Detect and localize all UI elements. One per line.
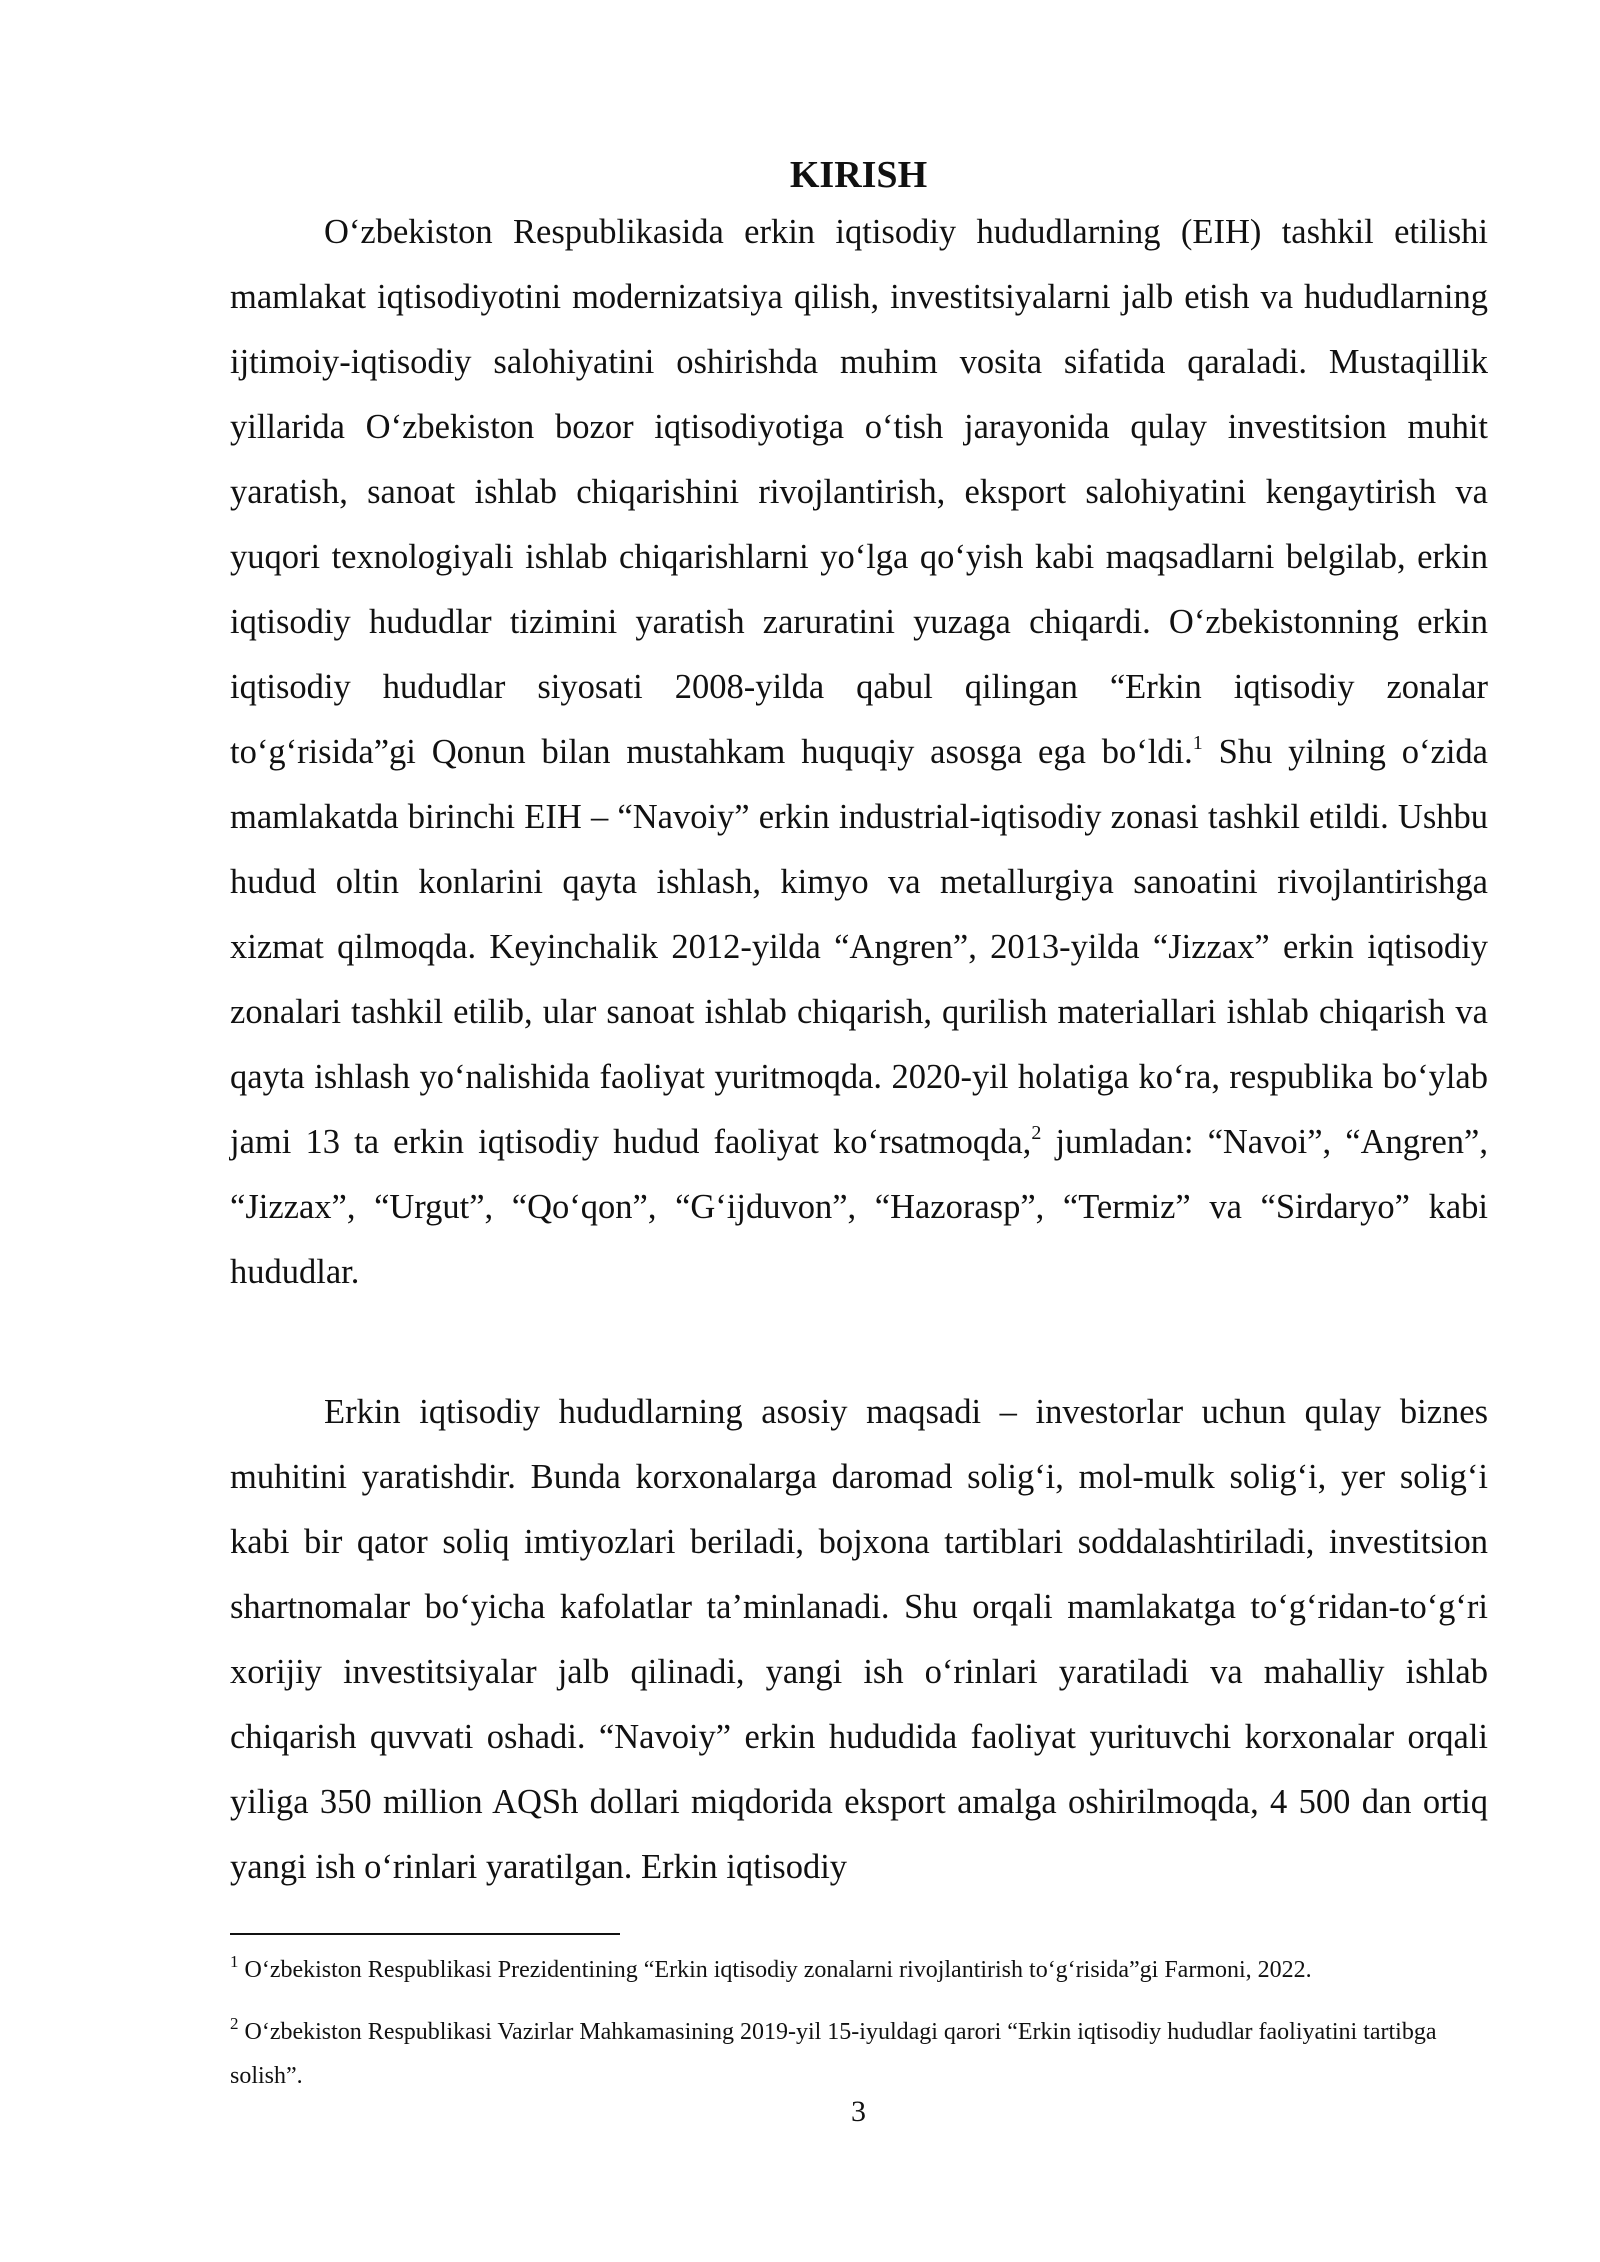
footnote-reference-1[interactable]: 1 <box>1192 732 1203 754</box>
footnote-1-mark: 1 <box>230 1952 239 1971</box>
paragraph-1-text-part-1: O‘zbekiston Respublikasida erkin iqtisodiy hududlarning (EIH) tashkil etilishi mamlakat iqtisodiyotini modernizatsiya qilish, investitsiyalarni jalb etish va hududlarning ijtimoiy-iqtisodiy salohiyatini oshirishda muhim vosita sifatida qaraladi. Mustaqillik yillarida O‘zbekiston bozor iqtisodiyotiga o‘tish jarayonida qulay investitsion muhit yaratish, sanoat ishlab chiqarishini rivojlantirish, eksport salohiyatini kengaytirish va yuqori texnologiyali ishlab chiqarishlarni yo‘lga qo‘yish kabi maqsadlarni belgilab, erkin iqtisodiy hududlar tizimini yaratish zaruratini yuzaga chiqardi. O‘zbekistonning erkin iqtisodiy hududlar siyosati 2008-yilda qabul qilingan “Erkin iqtisodiy zonalar to‘g‘risida”gi Qonun bilan mustahkam huquqiy asosga ega bo‘ldi. <box>230 213 1488 771</box>
body-paragraph-1 <box>230 200 1488 1305</box>
footnote-separator <box>230 1933 620 1935</box>
footnote-2-mark: 2 <box>230 2014 239 2033</box>
section-heading: KIRISH <box>789 154 928 196</box>
footnote-2 <box>230 2010 1488 2098</box>
footnote-1-text: O‘zbekiston Respublikasi Prezidentining “Erkin iqtisodiy zonalarni rivojlantirish to‘g‘risida”gi Farmoni, 2022. <box>244 1957 1312 1983</box>
footnote-reference-2[interactable]: 2 <box>1031 1122 1042 1144</box>
footnote-2-text: O‘zbekiston Respublikasi Vazirlar Mahkamasining 2019-yil 15-iyuldagi qarori “Erkin iqtisodiy hududlar faoliyatini tartibga solish”. <box>230 2019 1437 2089</box>
footnote-1 <box>230 1948 1488 1992</box>
paragraph-1-text-part-3: jumladan: “Navoi”, “Angren”, “Jizzax”, “Urgut”, “Qo‘qon”, “G‘ijduvon”, “Hazorasp”, “Termiz” va “Sirdaryo” kabi hududlar. <box>230 1123 1488 1291</box>
paragraph-1-text-part-2: Shu yilning o‘zida mamlakatda birinchi EIH – “Navoiy” erkin industrial-iqtisodiy zonasi tashkil etildi. Ushbu hudud oltin konlarini qayta ishlash, kimyo va metallurgiya sanoatini rivojlantirishga xizmat qilmoqda. Keyinchalik 2012-yilda “Angren”, 2013-yilda “Jizzax” erkin iqtisodiy zonalari tashkil etilib, ular sanoat ishlab chiqarish, qurilish materiallari ishlab chiqarish va qayta ishlash yo‘nalishida faoliyat yuritmoqda. 2020-yil holatiga ko‘ra, respublika bo‘ylab jami 13 ta erkin iqtisodiy hudud faoliyat ko‘rsatmoqda, <box>230 733 1488 1161</box>
page-number: 3 <box>851 2095 866 2128</box>
body-paragraph-2: Erkin iqtisodiy hududlarning asosiy maqsadi – investorlar uchun qulay biznes muhitini yaratishdir. Bunda korxonalarga daromad solig‘i, mol-mulk solig‘i, yer solig‘i kabi bir qator soliq imtiyozlari beriladi, bojxona tartiblari soddalashtiriladi, investitsion shartnomalar bo‘yicha kafolatlar ta’minlanadi. Shu orqali mamlakatga to‘g‘ridan-to‘g‘ri xorijiy investitsiyalar jalb qilinadi, yangi ish o‘rinlari yaratiladi va mahalliy ishlab chiqarish quvvati oshadi. “Navoiy” erkin hududida faoliyat yurituvchi korxonalar orqali yiliga 350 million AQSh dollari miqdorida eksport amalga oshirilmoqda, 4 500 dan ortiq yangi ish o‘rinlari yaratilgan. Erkin iqtisodiy <box>230 1393 1488 1886</box>
